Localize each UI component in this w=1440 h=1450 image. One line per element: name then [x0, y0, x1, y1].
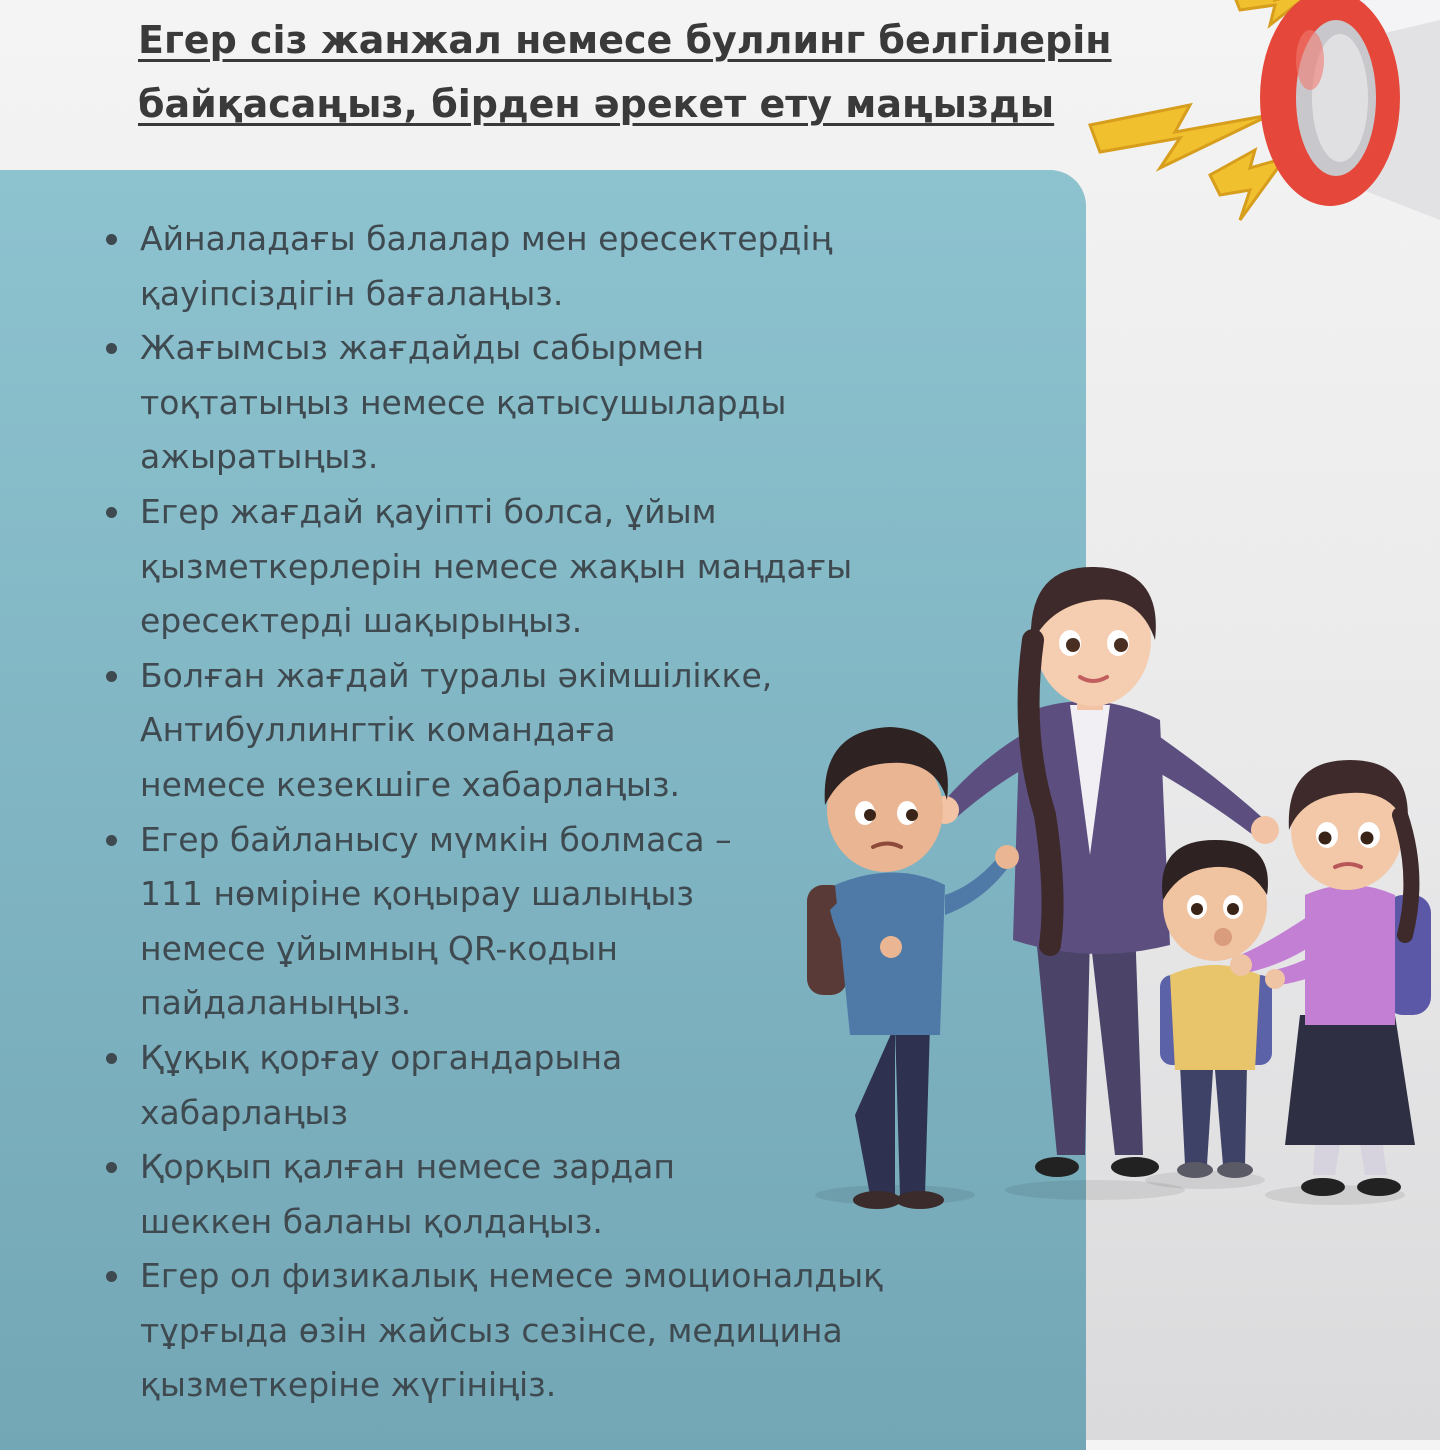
- title-line-2: байқасаңыз, бірден әрекет ету маңызды: [138, 82, 1055, 126]
- list-item-line: Егер байланысу мүмкін болмаса –: [140, 819, 732, 859]
- list-item-line: пайдаланыңыз.: [140, 983, 412, 1023]
- list-item-line: Егер ол физикалық немесе эмоционалдық: [140, 1256, 884, 1296]
- list-item-line: немесе кезекшіге хабарлаңыз.: [140, 764, 681, 804]
- list-item: [100, 212, 1060, 321]
- megaphone-icon: [1070, 0, 1440, 240]
- title-line-1: Егер сіз жанжал немесе буллинг белгілерін: [138, 18, 1112, 62]
- list-item: [100, 1249, 1060, 1413]
- list-item-line: ересектерді шақырыңыз.: [140, 601, 583, 641]
- list-item-line: ажыратыңыз.: [140, 437, 379, 477]
- list-item-line: Егер жағдай қауіпті болса, ұйым: [140, 491, 717, 531]
- list-item-line: 111 нөміріне қоңырау шалыңыз: [140, 874, 694, 914]
- list-item: [100, 321, 1060, 485]
- list-item-line: Антибуллингтік командаға: [140, 710, 616, 750]
- list-item-line: Қорқып қалған немесе зардап: [140, 1147, 675, 1187]
- list-item-line: Айналадағы балалар мен ересектердің: [140, 219, 833, 258]
- small-boy-figure: [1160, 840, 1272, 1178]
- list-item-line: хабарлаңыз: [140, 1092, 348, 1132]
- list-item-line: тұрғыда өзін жайсыз сезінсе, медицина: [140, 1310, 843, 1350]
- list-item-line: қауіпсіздігін бағалаңыз.: [140, 273, 564, 313]
- list-item-line: Құқық қорғау органдарына: [140, 1037, 623, 1077]
- list-item-line: Жағымсыз жағдайды сабырмен: [140, 328, 705, 368]
- list-item-line: шеккен баланы қолдаңыз.: [140, 1201, 603, 1241]
- list-item-line: қызметкеріне жүгініңіз.: [140, 1365, 557, 1405]
- boy-left-figure: [807, 727, 1019, 1209]
- list-item-line: немесе ұйымның QR-кодын: [140, 928, 618, 968]
- list-item-line: Болған жағдай туралы әкімшілікке,: [140, 655, 773, 695]
- teacher-with-children-illustration: [795, 555, 1440, 1215]
- list-item-line: қызметкерлерін немесе жақын маңдағы: [140, 546, 853, 586]
- list-item-line: тоқтатыңыз немесе қатысушыларды: [140, 382, 787, 422]
